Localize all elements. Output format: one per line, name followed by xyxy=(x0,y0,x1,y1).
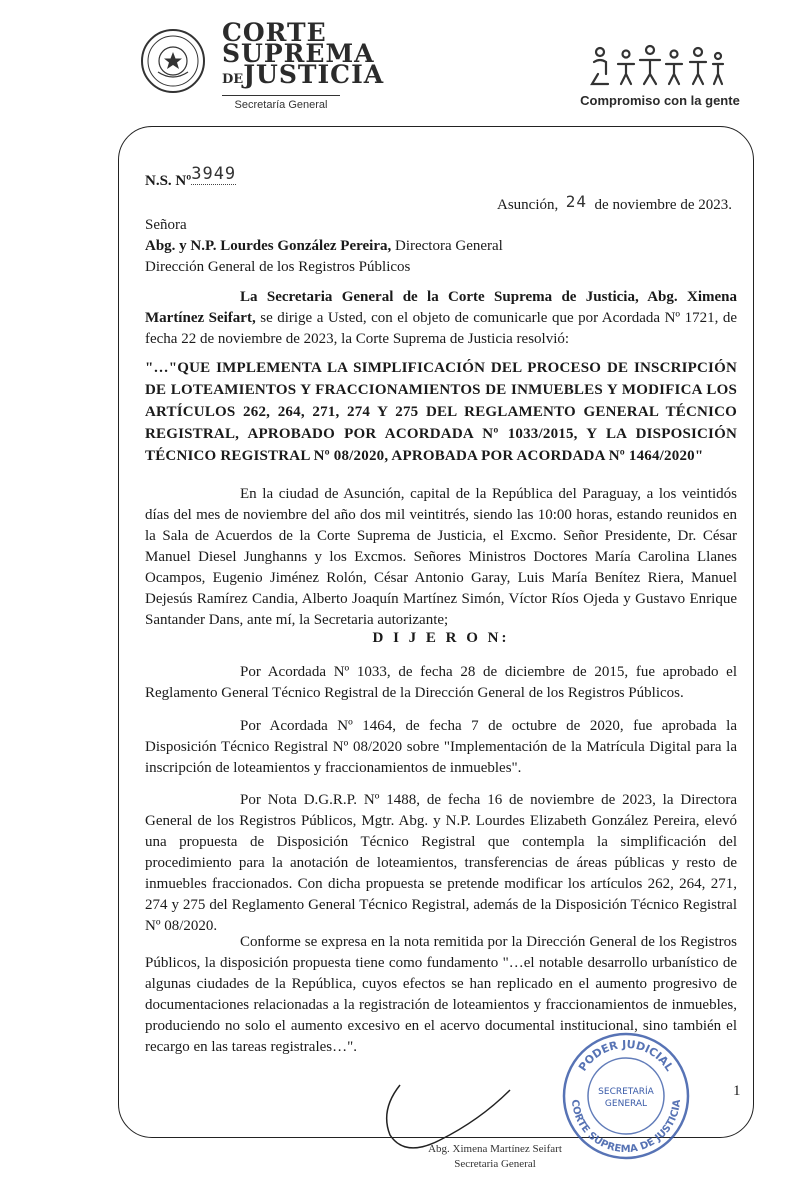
paragraph-1: Por Acordada Nº 1033, de fecha 28 de diciembre de 2015, fue aprobado el Reglamento General Técnico Registral de la Dirección General de los Registros Públicos. xyxy=(145,664,737,701)
signer-name: Abg. Ximena Martínez Seifart xyxy=(428,1143,562,1155)
resolution-title: "…"QUE IMPLEMENTA LA SIMPLIFICACIÓN DEL PROCESO DE INSCRIPCIÓN DE LOTEAMIENTOS Y FRACCIONAMIENTOS DE INMUEBLES Y MODIFICA LOS ARTÍCULOS 262, 264, 271, 274 Y 275 DEL REGLAMENTO GENERAL TÉCNICO REGISTRAL, APROBADO POR ACORDADA Nº 1033/2015, Y LA DISPOSICIÓN TÉCNICO REGISTRAL Nº 08/2020, APROBADA POR ACORDADA Nº 1464/2020" xyxy=(145,360,737,464)
recipient-block xyxy=(145,215,737,278)
brand-line-3: DEJUSTICIA xyxy=(222,60,385,89)
note-number: N.S. Nº3949 xyxy=(145,164,237,189)
motto: Compromiso con la gente xyxy=(580,93,740,108)
document-date: Asunción, 24 de noviembre de 2023. xyxy=(497,192,732,213)
institution-logotype xyxy=(222,18,385,111)
paragraph-city: En la ciudad de Asunción, capital de la República del Paraguay, a los veintidós días del mes de noviembre del año dos mil veintitrés, siendo las 10:00 horas, estando reunidos en la Sala de Acuerdos de la Corte Suprema de Justicia, el Excmo. Señor Presidente, Dr. César Manuel Diesel Junghanns y los Excmos. Señores Ministros Doctores María Carolina Llanes Ocampos, Eugenio Jiménez Rolón, César Antonio Garay, Luis María Benítez Riera, Manuel Dejesús Ramírez Candia, Alberto Joaquín Martínez Simón, Víctor Ríos Ojeda y Gustavo Enrique Santander Dans, ante mí, la Secretaria autorizante; xyxy=(145,486,737,628)
salutation: Señora xyxy=(145,217,187,233)
official-stamp-icon xyxy=(556,1026,696,1166)
recipient-dept: Dirección General de los Registros Públicos xyxy=(145,259,411,275)
svg-text:SECRETARÍA: SECRETARÍA xyxy=(598,1087,654,1097)
brand-line-2: SUPREMA xyxy=(222,39,375,68)
svg-text:CORTE SUPREMA DE JUSTICIA: CORTE SUPREMA DE JUSTICIA xyxy=(568,1098,684,1156)
brand-subtitle: Secretaría General xyxy=(222,95,340,111)
handwritten-day: 24 xyxy=(565,192,588,211)
people-icon xyxy=(588,44,728,90)
paragraph-3: Por Nota D.G.R.P. Nº 1488, de fecha 16 de noviembre de 2023, la Directora General de los Registros Públicos, Mgtr. Abg. y N.P. Lourdes Elizabeth González Pereira, elevó una propuesta de Disposición Técnico Registral que contempla la simplificación del procedimiento para la anotación de loteamientos, transferencias de áreas públicas y resto de inmuebles fraccionados. Con dicha propuesta se pretende modificar los artículos 262, 264, 271, 274 y 275 del Reglamento General Técnico Registral, además de la Disposición Técnico Registral Nº 08/2020. xyxy=(145,792,737,934)
recipient-name-line: Abg. y N.P. Lourdes González Pereira, Directora General xyxy=(145,238,503,254)
paragraph-4: Conforme se expresa en la nota remitida por la Dirección General de los Registros Públicos, la disposición propuesta tiene como fundamento "…el notable desarrollo urbanístico de algunas ciudades de la República, cuyos efectos se han replicado en el aumento progresivo de documentaciones relacionadas a la registración de loteamientos y fraccionamientos de inmuebles, produciendo no solo el aumento excesivo en el acervo documental institucional, sino también el recargo en las tareas registrales…". xyxy=(145,934,737,1055)
national-seal-icon xyxy=(140,28,206,94)
paragraph-2: Por Acordada Nº 1464, de fecha 7 de octubre de 2020, fue aprobada la Disposición Técnico Registral Nº 08/2020 sobre "Implementación de la Matrícula Digital para la inscripción de loteamientos y fraccionamientos de inmuebles". xyxy=(145,718,737,776)
page-number: 1 xyxy=(733,1083,741,1099)
intro-paragraph: La Secretaria General de la Corte Suprema de Justicia, Abg. Ximena Martínez Seifart, se dirige a Usted, con el objeto de comunicarle que por Acordada Nº 1721, de fecha 22 de noviembre de 2023, la Corte Suprema de Justicia resolvió: xyxy=(145,289,738,347)
brand-line-1: CORTE xyxy=(222,18,327,47)
handwritten-note-number: 3949 xyxy=(191,164,237,184)
dijeron-heading: D I J E R O N: xyxy=(372,630,510,646)
svg-text:GENERAL: GENERAL xyxy=(604,1099,648,1109)
signer-title: Secretaria General xyxy=(454,1158,536,1170)
svg-text:PODER JUDICIAL: PODER JUDICIAL xyxy=(576,1037,676,1074)
